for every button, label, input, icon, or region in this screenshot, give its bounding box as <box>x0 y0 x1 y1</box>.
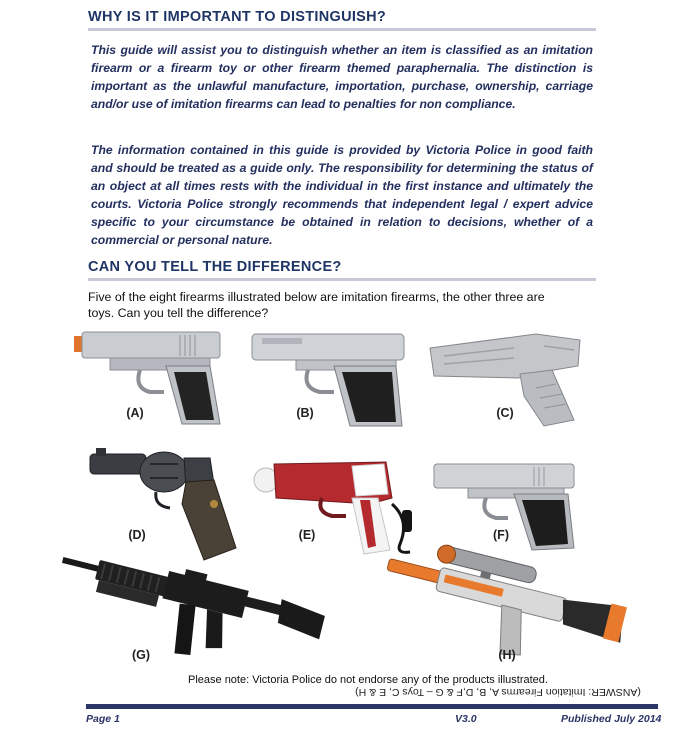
footer-published-date: Published July 2014 <box>561 713 662 725</box>
answer-key-upside-down: (ANSWER: Imitation Firearms A, B, D,F & G – Toys C, E & H) <box>355 686 641 698</box>
section-heading-difference: CAN YOU TELL THE DIFFERENCE? <box>88 259 596 281</box>
label-a: (A) <box>126 406 144 420</box>
paragraph-disclaimer: The information contained in this guide is provided by Victoria Police in good faith and should be treated as a guide only. The responsibility for determining the status of an object at all times rests with the individual in the first instance and ultimately the courts. Victoria Police strongly recommends that independent legal / expert advice specific to your circumstance be obtained in relation to decisions, whether of a commercial or personal nature. <box>91 143 593 247</box>
label-e: (E) <box>298 528 316 542</box>
pistol-b-image <box>246 326 414 434</box>
label-b: (B) <box>296 406 314 420</box>
revolver-d-image <box>86 444 244 564</box>
footer-rule <box>86 704 658 709</box>
rifle-g-image <box>52 568 332 672</box>
label-f: (F) <box>493 528 509 542</box>
endorsement-note: Please note: Victoria Police do not endorse any of the products illustrated. <box>188 674 548 686</box>
pistol-a-image <box>70 326 232 430</box>
label-h: (H) <box>498 648 516 662</box>
label-g: (G) <box>131 648 151 662</box>
toy-e-image <box>252 454 434 558</box>
footer-version: V3.0 <box>455 713 477 725</box>
footer-page-number: Page 1 <box>86 713 120 725</box>
section-heading-why: WHY IS IT IMPORTANT TO DISTINGUISH? <box>88 9 596 31</box>
paragraph-purpose: This guide will assist you to distinguish whether an item is classified as an imitation firearm or a firearm toy or other firearm themed paraphernalia. The distinction is important as the unlawful manufacture, importation, purchase, ownership, carriage and/or use of imitation firearms can lead to penalties for non compliance. <box>91 43 593 111</box>
label-c: (C) <box>496 406 514 420</box>
label-d: (D) <box>128 528 146 542</box>
intro-text: Five of the eight firearms illustrated below are imitation firearms, the other three are toys. Can you tell the difference? <box>88 290 545 320</box>
